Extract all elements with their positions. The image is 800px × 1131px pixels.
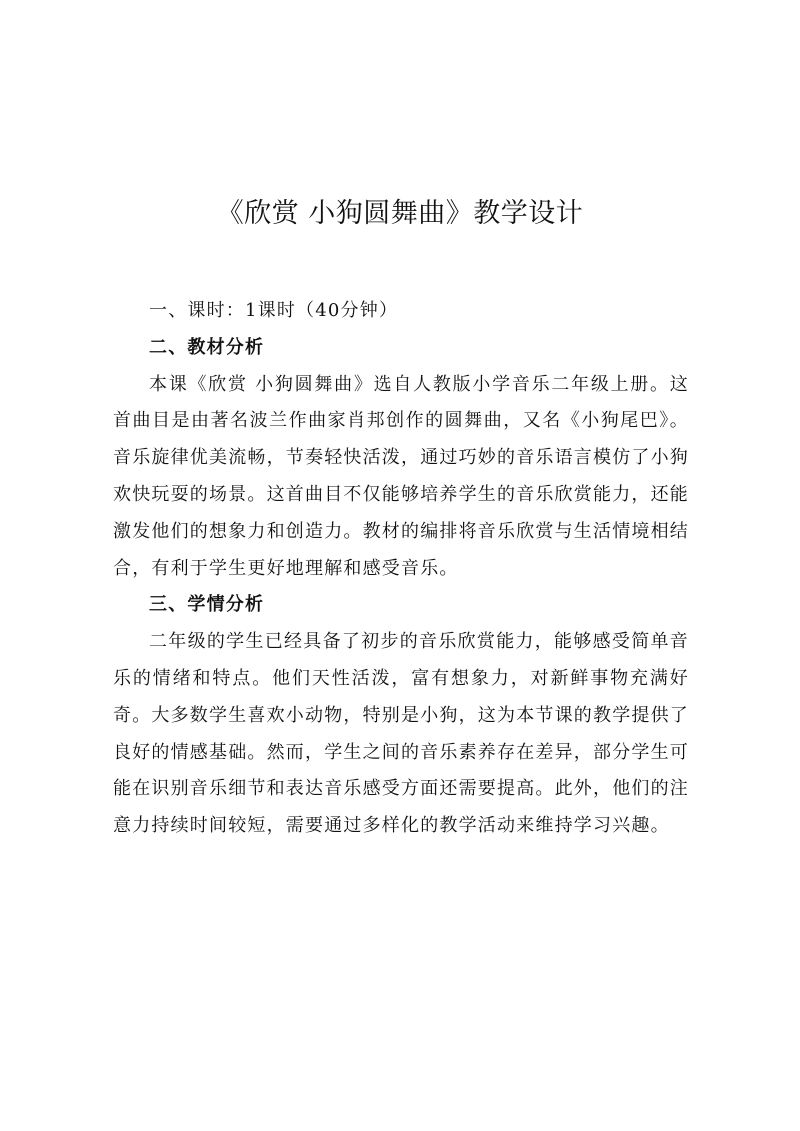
paragraph-material-analysis: 本课《欣赏 小狗圆舞曲》选自人教版小学音乐二年级上册。这首曲目是由著名波兰作曲家肖邦创作的圆舞曲，又名《小狗尾巴》。音乐旋律优美流畅，节奏轻快活泼，通过巧妙的音乐语言模仿了小狗欢快玩耍的场景。这首曲目不仅能够培养学生的音乐欣赏能力，还能激发他们的想象力和创造力。教材的编排将音乐欣赏与生活情境相结合，有利于学生更好地理解和感受音乐。 xyxy=(113,373,689,579)
section-heading-material-analysis: 二、教材分析 xyxy=(149,336,265,358)
class-hours-line: 一、课时：1课时（40分钟） xyxy=(149,300,399,321)
paragraph-student-analysis: 二年级的学生已经具备了初步的音乐欣赏能力，能够感受简单音乐的情绪和特点。他们天性活泼，富有想象力，对新鲜事物充满好奇。大多数学生喜欢小动物，特别是小狗，这为本节课的教学提供了良好的情感基础。然而，学生之间的音乐素养存在差异，部分学生可能在识别音乐细节和表达音乐感受方面还需要提高。此外，他们的注意力持续时间较短，需要通过多样化的教学活动来维持学习兴趣。 xyxy=(113,631,689,837)
section-heading-student-analysis: 三、学情分析 xyxy=(149,594,265,616)
document-body xyxy=(113,293,689,845)
document-title: 《欣赏 小狗圆舞曲》教学设计 xyxy=(216,198,584,229)
